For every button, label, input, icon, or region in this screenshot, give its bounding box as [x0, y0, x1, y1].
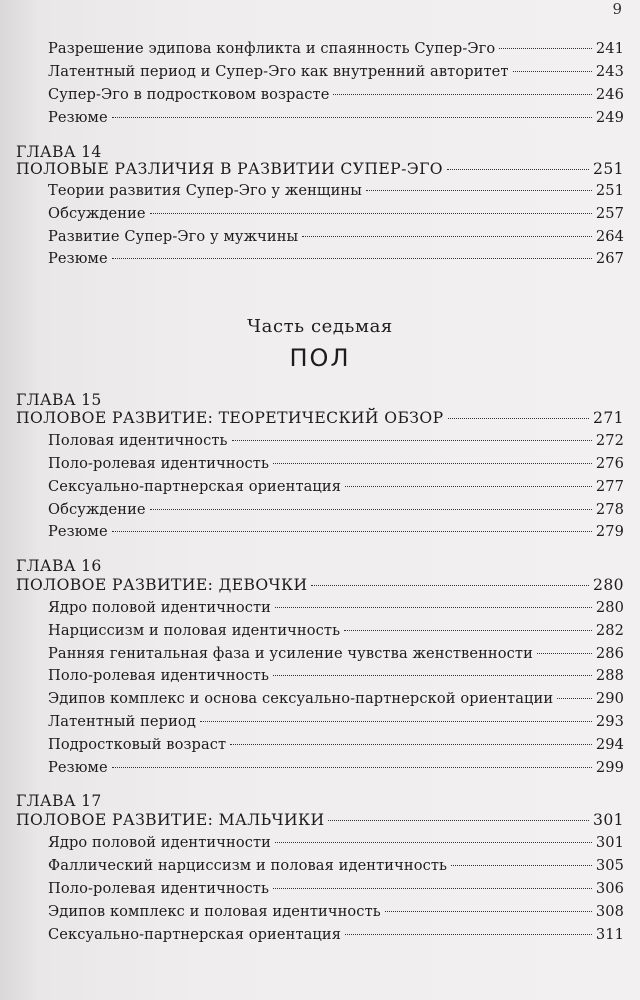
toc-entry-page: 251 [595, 182, 624, 199]
toc-entry-title: Поло-ролевая идентичность [48, 880, 270, 897]
chapter-page: 301 [593, 811, 624, 829]
toc-entry-title: Резюме [48, 109, 108, 126]
leader-dots [112, 531, 592, 532]
toc-entry-page: 264 [595, 228, 624, 245]
chapter-title-row [16, 409, 624, 431]
leader-dots [273, 888, 592, 889]
toc-entry-page: 294 [595, 736, 624, 753]
chapter-title: ПОЛОВОЕ РАЗВИТИЕ: ТЕОРЕТИЧЕСКИЙ ОБЗОР [16, 409, 444, 427]
toc-entry-title: Эдипов комплекс и основа сексуально-партнерской ориентации [48, 690, 554, 707]
toc-entry-page: 299 [595, 759, 624, 776]
chapter-title: ПОЛОВОЕ РАЗВИТИЕ: ДЕВОЧКИ [16, 576, 308, 594]
toc-entry-title: Латентный период [48, 713, 196, 730]
toc-entry-page: 311 [595, 926, 624, 943]
leader-dots [333, 94, 591, 95]
toc-entry [48, 667, 624, 689]
toc-entry-title: Супер-Эго в подростковом возрасте [48, 86, 330, 103]
leader-dots [275, 607, 592, 608]
chapter-title-row [16, 811, 624, 833]
toc-entry [48, 228, 624, 250]
leader-dots [112, 767, 592, 768]
leader-dots [150, 509, 592, 510]
toc-entry [48, 622, 624, 644]
leader-dots [385, 911, 592, 912]
leader-dots [302, 236, 592, 237]
leader-dots [200, 721, 592, 722]
toc-entry-page: 305 [595, 857, 624, 874]
leader-dots [451, 865, 592, 866]
chapter-title-row [16, 576, 624, 598]
toc-entry-page: 243 [595, 63, 624, 80]
toc-entry [48, 523, 624, 545]
toc-entry-title: Ранняя генитальная фаза и усиление чувства женственности [48, 645, 533, 662]
leader-dots [273, 463, 592, 464]
leader-dots [537, 653, 592, 654]
toc-entry [48, 478, 624, 500]
toc-entry [48, 713, 624, 735]
toc-entry-title: Резюме [48, 523, 108, 540]
toc-entry-title: Ядро половой идентичности [48, 834, 271, 851]
leader-dots [112, 117, 592, 118]
toc-entry [48, 834, 624, 856]
leader-dots [513, 71, 592, 72]
toc-entry [48, 63, 624, 85]
toc-entry-title: Фаллический нарциссизм и половая идентичность [48, 857, 448, 874]
toc-entry-page: 301 [595, 834, 624, 851]
toc-entry-title: Разрешение эдипова конфликта и спаянность Супер-Эго [48, 40, 496, 57]
toc-entry-title: Резюме [48, 250, 108, 267]
chapter-title: ПОЛОВЫЕ РАЗЛИЧИЯ В РАЗВИТИИ СУПЕР-ЭГО [16, 160, 443, 178]
toc-entry [48, 455, 624, 477]
chapter-page: 271 [593, 409, 624, 427]
toc-entry-title: Латентный период и Супер-Эго как внутренний авторитет [48, 63, 509, 80]
toc-entry-title: Нарциссизм и половая идентичность [48, 622, 341, 639]
toc-entry-page: 280 [595, 599, 624, 616]
toc-entry-page: 288 [595, 667, 624, 684]
toc-entry [48, 926, 624, 948]
toc-entry-page: 279 [595, 523, 624, 540]
toc-entry [48, 205, 624, 227]
chapter-title-row [16, 160, 624, 182]
leader-dots [344, 630, 592, 631]
part-title: Часть седьмая [247, 316, 393, 337]
toc-entry-page: 286 [595, 645, 624, 662]
toc-entry-title: Поло-ролевая идентичность [48, 667, 270, 684]
leader-dots [232, 440, 592, 441]
leader-dots [112, 258, 592, 259]
toc-entry-title: Теории развития Супер-Эго у женщины [48, 182, 362, 199]
chapter-label: ГЛАВА 16 [16, 557, 102, 575]
toc-entry-page: 272 [595, 432, 624, 449]
toc-entry-title: Резюме [48, 759, 108, 776]
toc-entry-page: 267 [595, 250, 624, 267]
toc-entry-title: Ядро половой идентичности [48, 599, 271, 616]
toc-entry [48, 903, 624, 925]
toc-entry-title: Эдипов комплекс и половая идентичность [48, 903, 381, 920]
toc-entry-title: Половая идентичность [48, 432, 228, 449]
leader-dots [275, 842, 592, 843]
toc-entry-title: Развитие Супер-Эго у мужчины [48, 228, 299, 245]
toc-entry [48, 759, 624, 781]
toc-entry-page: 249 [595, 109, 624, 126]
toc-entry-title: Обсуждение [48, 501, 146, 518]
toc-entry-title: Обсуждение [48, 205, 146, 222]
toc-entry-page: 290 [595, 690, 624, 707]
chapter-label: ГЛАВА 14 [16, 143, 102, 161]
leader-dots [345, 486, 592, 487]
leader-dots [328, 820, 589, 821]
toc-entry-title: Сексуально-партнерская ориентация [48, 926, 342, 943]
chapter-title: ПОЛОВОЕ РАЗВИТИЕ: МАЛЬЧИКИ [16, 811, 325, 829]
toc-entry [48, 182, 624, 204]
leader-dots [273, 675, 592, 676]
toc-entry [48, 250, 624, 272]
toc-entry-title: Поло-ролевая идентичность [48, 455, 270, 472]
toc-entry-page: 306 [595, 880, 624, 897]
chapter-label: ГЛАВА 17 [16, 792, 102, 810]
leader-dots [230, 744, 592, 745]
toc-entry [48, 857, 624, 879]
toc-entry [48, 880, 624, 902]
chapter-label: ГЛАВА 15 [16, 391, 102, 409]
toc-entry-page: 276 [595, 455, 624, 472]
toc-entry [48, 599, 624, 621]
chapter-page: 280 [593, 576, 624, 594]
toc-entry-page: 293 [595, 713, 624, 730]
leader-dots [557, 698, 592, 699]
leader-dots [311, 585, 589, 586]
page-number: 9 [612, 0, 622, 18]
toc-entry-page: 257 [595, 205, 624, 222]
leader-dots [345, 934, 592, 935]
toc-entry-page: 246 [595, 86, 624, 103]
toc-entry [48, 690, 624, 712]
toc-entry [48, 40, 624, 62]
toc-entry-title: Подростковый возраст [48, 736, 227, 753]
toc-entry [48, 501, 624, 523]
toc-entry-page: 241 [595, 40, 624, 57]
leader-dots [366, 190, 592, 191]
toc-entry [48, 645, 624, 667]
leader-dots [150, 213, 592, 214]
toc-entry-page: 282 [595, 622, 624, 639]
toc-entry [48, 86, 624, 108]
toc-entry [48, 109, 624, 131]
toc-entry [48, 432, 624, 454]
leader-dots [447, 169, 589, 170]
chapter-page: 251 [593, 160, 624, 178]
part-name: ПОЛ [289, 344, 351, 372]
toc-entry-page: 278 [595, 501, 624, 518]
toc-entry [48, 736, 624, 758]
toc-entry-page: 277 [595, 478, 624, 495]
toc-entry-page: 308 [595, 903, 624, 920]
toc-entry-title: Сексуально-партнерская ориентация [48, 478, 342, 495]
leader-dots [499, 48, 592, 49]
leader-dots [448, 418, 590, 419]
